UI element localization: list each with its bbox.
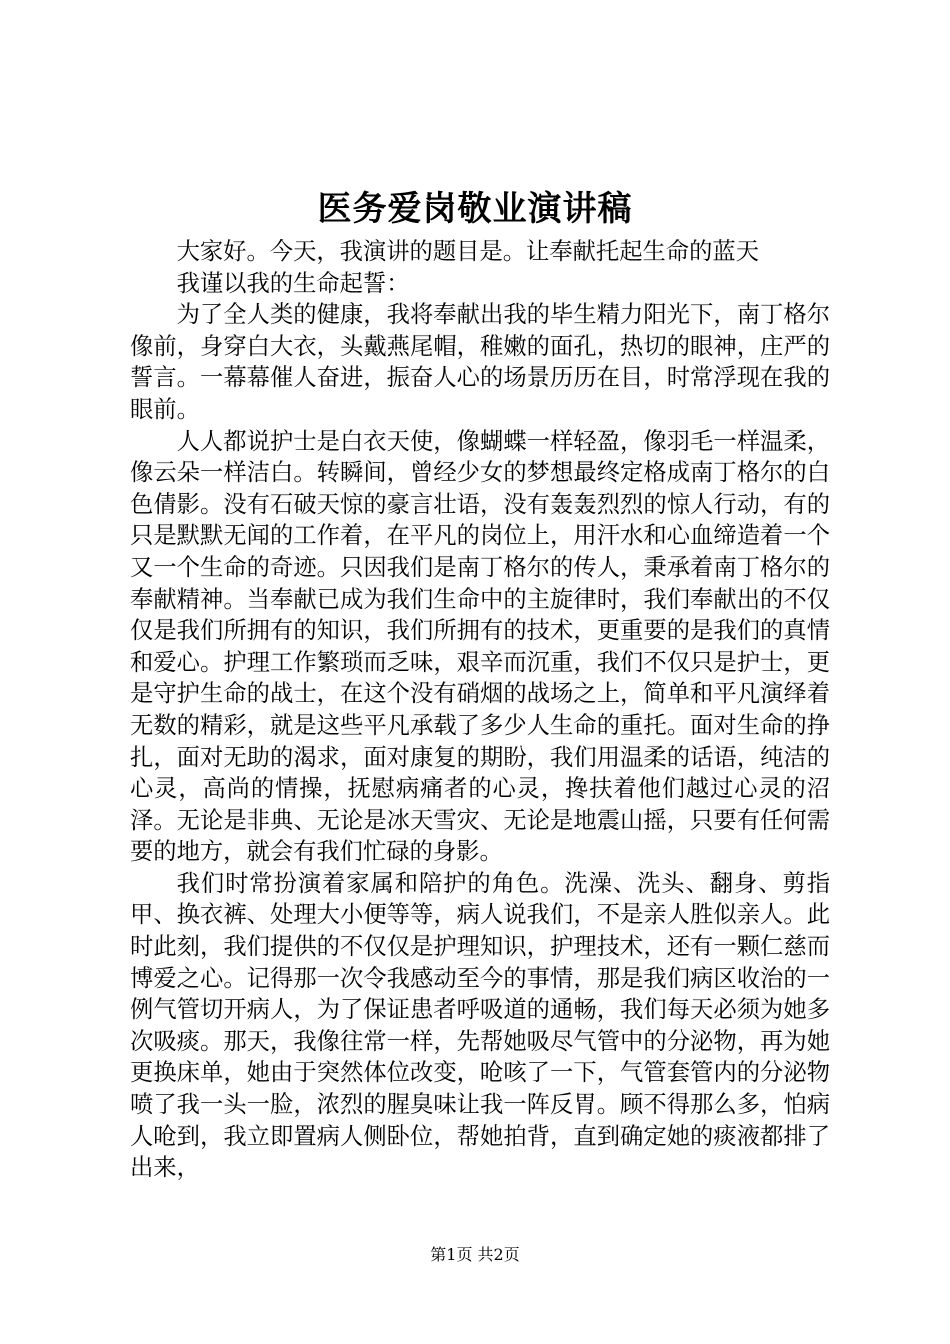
paragraph-dedication: 为了全人类的健康，我将奉献出我的毕生精力阳光下，南丁格尔像前，身穿白大衣，头戴燕尾帽，稚嫩的面孔，热切的眼神，庄严的誓言。一幕幕催人奋进，振奋人心的场景历历在目，时常浮现在我的眼前。	[130, 301, 830, 423]
paragraph-greeting: 大家好。今天，我演讲的题目是。让奉献托起生命的蓝天	[176, 238, 760, 265]
document-title: 医务爱岗敬业演讲稿	[317, 189, 633, 229]
document-body	[130, 236, 830, 1184]
paragraph-family-role: 我们时常扮演着家属和陪护的角色。洗澡、洗头、翻身、剪指甲、换衣裤、处理大小便等等，病人说我们，不是亲人胜似亲人。此时此刻，我们提供的不仅仅是护理知识，护理技术，还有一颗仁慈而博爱之心。记得那一次令我感动至今的事情，那是我们病区收治的一例气管切开病人，为了保证患者呼吸道的通畅，我们每天必须为她多次吸痰。那天，我像往常一样，先帮她吸尽气管中的分泌物，再为她更换床单，她由于突然体位改变，呛咳了一下，气管套管内的分泌物喷了我一头一脸，浓烈的腥臭味让我一阵反胃。顾不得那么多，怕病人呛到，我立即置病人侧卧位，帮她拍背，直到确定她的痰液都排了出来，	[130, 869, 830, 1182]
paragraph-white-angel: 人人都说护士是白衣天使，像蝴蝶一样轻盈，像羽毛一样温柔，像云朵一样洁白。转瞬间，曾经少女的梦想最终定格成南丁格尔的白色倩影。没有石破天惊的豪言壮语，没有轰轰烈烈的惊人行动，有的只是默默无闻的工作着，在平凡的岗位上，用汗水和心血缔造着一个又一个生命的奇迹。只因我们是南丁格尔的传人，秉承着南丁格尔的奉献精神。当奉献已成为我们生命中的主旋律时，我们奉献出的不仅仅是我们所拥有的知识，我们所拥有的技术，更重要的是我们的真情和爱心。护理工作繁琐而乏味，艰辛而沉重，我们不仅只是护士，更是守护生命的战士，在这个没有硝烟的战场之上，简单和平凡演绎着无数的精彩，就是这些平凡承载了多少人生命的重托。面对生命的挣扎，面对无助的渴求，面对康复的期盼，我们用温柔的话语，纯洁的心灵，高尚的情操，抚慰病痛者的心灵，搀扶着他们越过心灵的沼泽。无论是非典、无论是冰天雪灾、无论是地震山摇，只要有任何需要的地方，就会有我们忙碌的身影。	[130, 427, 830, 866]
page-number-footer: 第1页 共2页	[430, 1245, 520, 1264]
paragraph-oath: 我谨以我的生命起誓：	[176, 269, 410, 297]
